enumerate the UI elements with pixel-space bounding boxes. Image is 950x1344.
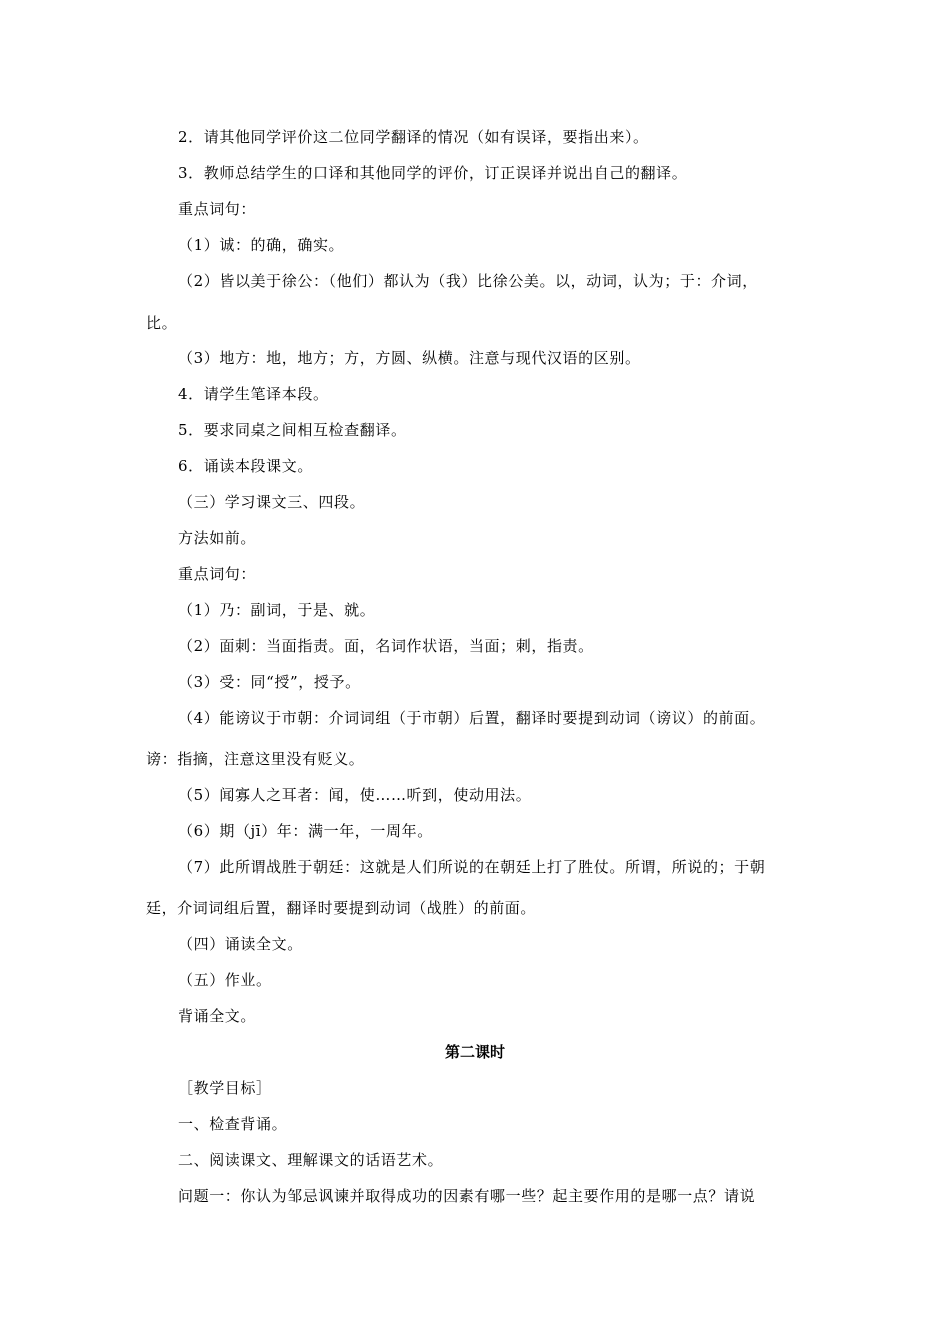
paragraph-line: （2）面刺：当面指责。面，名词作状语，当面；刺，指责。 bbox=[178, 637, 594, 655]
paragraph-line: 6．诵读本段课文。 bbox=[178, 457, 313, 475]
paragraph-line: 重点词句： bbox=[178, 565, 257, 583]
paragraph-line: ［教学目标］ bbox=[178, 1079, 272, 1097]
paragraph-line: 二、阅读课文、理解课文的话语艺术。 bbox=[178, 1151, 444, 1169]
paragraph-line: （2）皆以美于徐公：（他们）都认为（我）比徐公美。以，动词，认为；于：介词， bbox=[178, 272, 758, 290]
paragraph-line: （四）诵读全文。 bbox=[178, 935, 303, 953]
paragraph-line: （三）学习课文三、四段。 bbox=[178, 493, 366, 511]
paragraph-line: 一、检查背诵。 bbox=[178, 1115, 288, 1133]
paragraph-line: 4．请学生笔译本段。 bbox=[178, 385, 329, 403]
paragraph-line: 2．请其他同学评价这二位同学翻译的情况（如有误译，要指出来）。 bbox=[178, 128, 649, 146]
paragraph-line: （7）此所谓战胜于朝廷：这就是人们所说的在朝廷上打了胜仗。所谓，所说的；于朝 bbox=[178, 858, 766, 876]
paragraph-line: 比。 bbox=[146, 314, 178, 332]
section-heading: 第二课时 bbox=[444, 1043, 505, 1061]
paragraph-line: （五）作业。 bbox=[178, 971, 272, 989]
paragraph-line: 谤：指摘，注意这里没有贬义。 bbox=[146, 750, 365, 768]
paragraph-line: 方法如前。 bbox=[178, 529, 257, 547]
paragraph-line: （1）诚：的确，确实。 bbox=[178, 236, 345, 254]
paragraph-line: 背诵全文。 bbox=[178, 1007, 257, 1025]
paragraph-line: （3）受：同“授”，授予。 bbox=[178, 673, 361, 691]
paragraph-line: （6）期（jī）年：满一年，一周年。 bbox=[178, 822, 433, 840]
paragraph-line: （3）地方：地，地方；方，方圆、纵横。注意与现代汉语的区别。 bbox=[178, 349, 641, 367]
paragraph-line: 3．教师总结学生的口译和其他同学的评价，订正误译并说出自己的翻译。 bbox=[178, 164, 688, 182]
paragraph-line: 5．要求同桌之间相互检查翻译。 bbox=[178, 421, 407, 439]
paragraph-line: 问题一：你认为邹忌讽谏并取得成功的因素有哪一些？起主要作用的是哪一点？请说 bbox=[178, 1187, 756, 1205]
paragraph-line: （4）能谤议于市朝：介词词组（于市朝）后置，翻译时要提到动词（谤议）的前面。 bbox=[178, 709, 766, 727]
paragraph-line: （1）乃：副词，于是、就。 bbox=[178, 601, 376, 619]
paragraph-line: 重点词句： bbox=[178, 200, 257, 218]
paragraph-line: 廷，介词词组后置，翻译时要提到动词（战胜）的前面。 bbox=[146, 899, 537, 917]
paragraph-line: （5）闻寡人之耳者：闻，使……听到，使动用法。 bbox=[178, 786, 532, 804]
